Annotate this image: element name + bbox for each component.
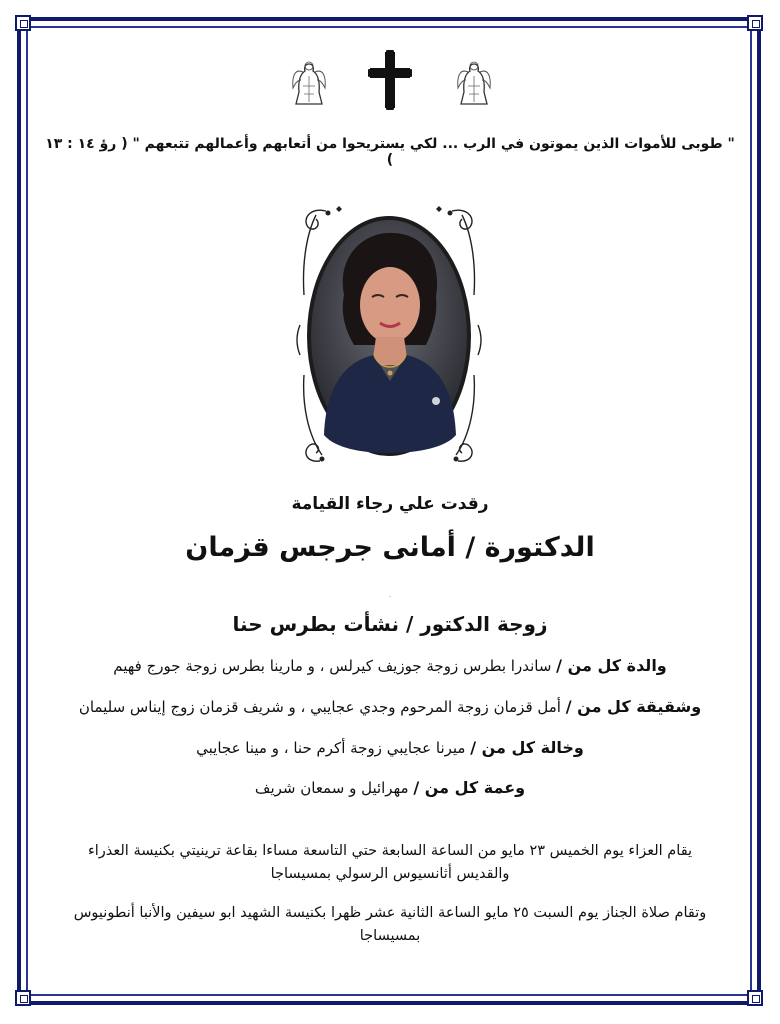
- relation-label: والدة كل من /: [556, 656, 667, 675]
- corner-ornament: [747, 990, 763, 1006]
- portrait-photo: [296, 205, 482, 467]
- condolence-notice: يقام العزاء يوم الخميس ٢٣ مايو من الساعة السابعة حتي التاسعة مساءا بقاعة ترينيتي بكنيسة العذراء والقديس أثانسيوس الرسولي بمسيساجا: [87, 843, 693, 882]
- deceased-name: الدكتورة / أمانى جرجس قزمان: [185, 532, 595, 563]
- intro-text: رقدت علي رجاء القيامة: [291, 494, 489, 514]
- angel-icon: [290, 58, 328, 108]
- relation-line: [40, 738, 740, 757]
- relation-label: وشقيقة كل من /: [565, 697, 702, 716]
- corner-ornament: [15, 15, 31, 31]
- relation-names: ميرنا عجايبي زوجة أكرم حنا ، و مينا عجايبي: [196, 739, 466, 757]
- cross-icon: [368, 50, 412, 110]
- husband-line: زوجة الدكتور / نشأت بطرس حنا: [232, 612, 548, 636]
- relation-names: مهرائيل و سمعان شريف: [254, 779, 409, 797]
- relation-names: ساندرا بطرس زوجة جوزيف كيرلس ، و مارينا بطرس زوجة جورج فهيم: [113, 657, 552, 675]
- relation-names: أمل قزمان زوجة المرحوم وجدي عجايبي ، و شريف قزمان زوج إيناس سليمان: [78, 698, 561, 716]
- angel-icon: [455, 58, 493, 108]
- funeral-notice: وتقام صلاة الجناز يوم السبت ٢٥ مايو الساعة الثانية عشر ظهرا بكنيسة الشهيد ابو سيفين والأنبا أنطونيوس بمسيساجا: [73, 905, 707, 944]
- relation-line: [40, 778, 740, 797]
- corner-ornament: [747, 15, 763, 31]
- relation-line: [40, 697, 740, 716]
- corner-ornament: [15, 990, 31, 1006]
- bible-verse: " طوبى للأموات الذين يموتون في الرب ... لكي يستريحوا من أتعابهم وأعمالهم تتبعهم " ( رؤ ١٤ : ١٣ ): [45, 136, 735, 168]
- separator: .: [388, 590, 392, 599]
- relation-label: وخالة كل من /: [470, 738, 584, 757]
- relation-line: [40, 656, 740, 675]
- relation-label: وعمة كل من /: [413, 778, 526, 797]
